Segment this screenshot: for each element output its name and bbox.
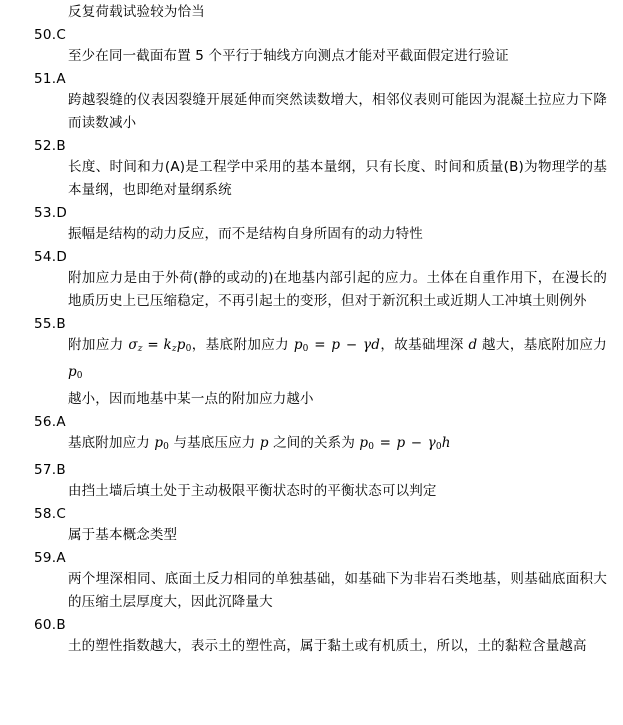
lead-line: 反复荷载试验较为恰当: [68, 4, 205, 20]
answer-entry: [0, 549, 623, 614]
entry-text: 附加应力 $\sigma_z = k_zp_0$，基底附加应力 $p_0 = p - \gamma d$，故基础埋深 d 越大，基底附加应力 $p_0$ 越小，因而地基中某一点的附加应力越小: [68, 337, 607, 407]
entry-number: 59.A: [34, 550, 66, 566]
answer-entry-list: [0, 26, 623, 660]
entry-text: 至少在同一截面布置 5 个平行于轴线方向测点才能对平截面假定进行验证: [68, 48, 509, 64]
answer-entry: [0, 26, 623, 68]
entry-number: 54.D: [34, 249, 68, 265]
answer-entry: [0, 248, 623, 313]
entry-number: 55.B: [34, 316, 66, 332]
entry-number: 50.C: [34, 27, 67, 43]
answer-entry: [0, 70, 623, 135]
entry-text: 基底附加应力 $p_0$ 与基底压应力 p 之间的关系为 $p_0 = p - \gamma_0h$: [68, 435, 451, 452]
entry-text: 振幅是结构的动力反应，而不是结构自身所固有的动力特性: [68, 226, 423, 242]
entry-text: 长度、时间和力(A)是工程学中采用的基本量纲，只有长度、时间和质量(B)为物理学的基本量纲，也即绝对量纲系统: [68, 159, 607, 198]
entry-number: 58.C: [34, 506, 67, 522]
entry-text: 土的塑性指数越大，表示土的塑性高，属于黏土或有机质土，所以，土的黏粒含量越高: [68, 638, 587, 654]
entry-number: 57.B: [34, 462, 66, 478]
entry-text: 跨越裂缝的仪表因裂缝开展延伸而突然读数增大，相邻仪表则可能因为混凝土拉应力下降而读数减小: [68, 92, 607, 131]
answer-entry: [0, 616, 623, 658]
entry-number: 52.B: [34, 138, 66, 154]
entry-number: 60.B: [34, 617, 66, 633]
entry-number: 56.A: [34, 414, 66, 430]
entry-text: 属于基本概念类型: [68, 527, 178, 543]
answer-entry: [0, 315, 623, 411]
entry-number: 51.A: [34, 71, 66, 87]
entry-number: 53.D: [34, 205, 68, 221]
answer-entry: [0, 137, 623, 202]
entry-text: 附加应力是由于外荷(静的或动的)在地基内部引起的应力。土体在自重作用下，在漫长的地质历史上已压缩稳定，不再引起土的变形，但对于新沉积土或近期人工冲填土则例外: [68, 270, 607, 309]
answer-entry: [0, 505, 623, 547]
answer-entry: [0, 461, 623, 503]
answer-entry: [0, 413, 623, 459]
entry-text: 由挡土墙后填土处于主动极限平衡状态时的平衡状态可以判定: [68, 483, 437, 499]
answer-entry: [0, 204, 623, 246]
entry-text: 两个埋深相同、底面土反力相同的单独基础，如基础下为非岩石类地基，则基础底面积大的压缩土层厚度大，因此沉降量大: [68, 571, 607, 610]
